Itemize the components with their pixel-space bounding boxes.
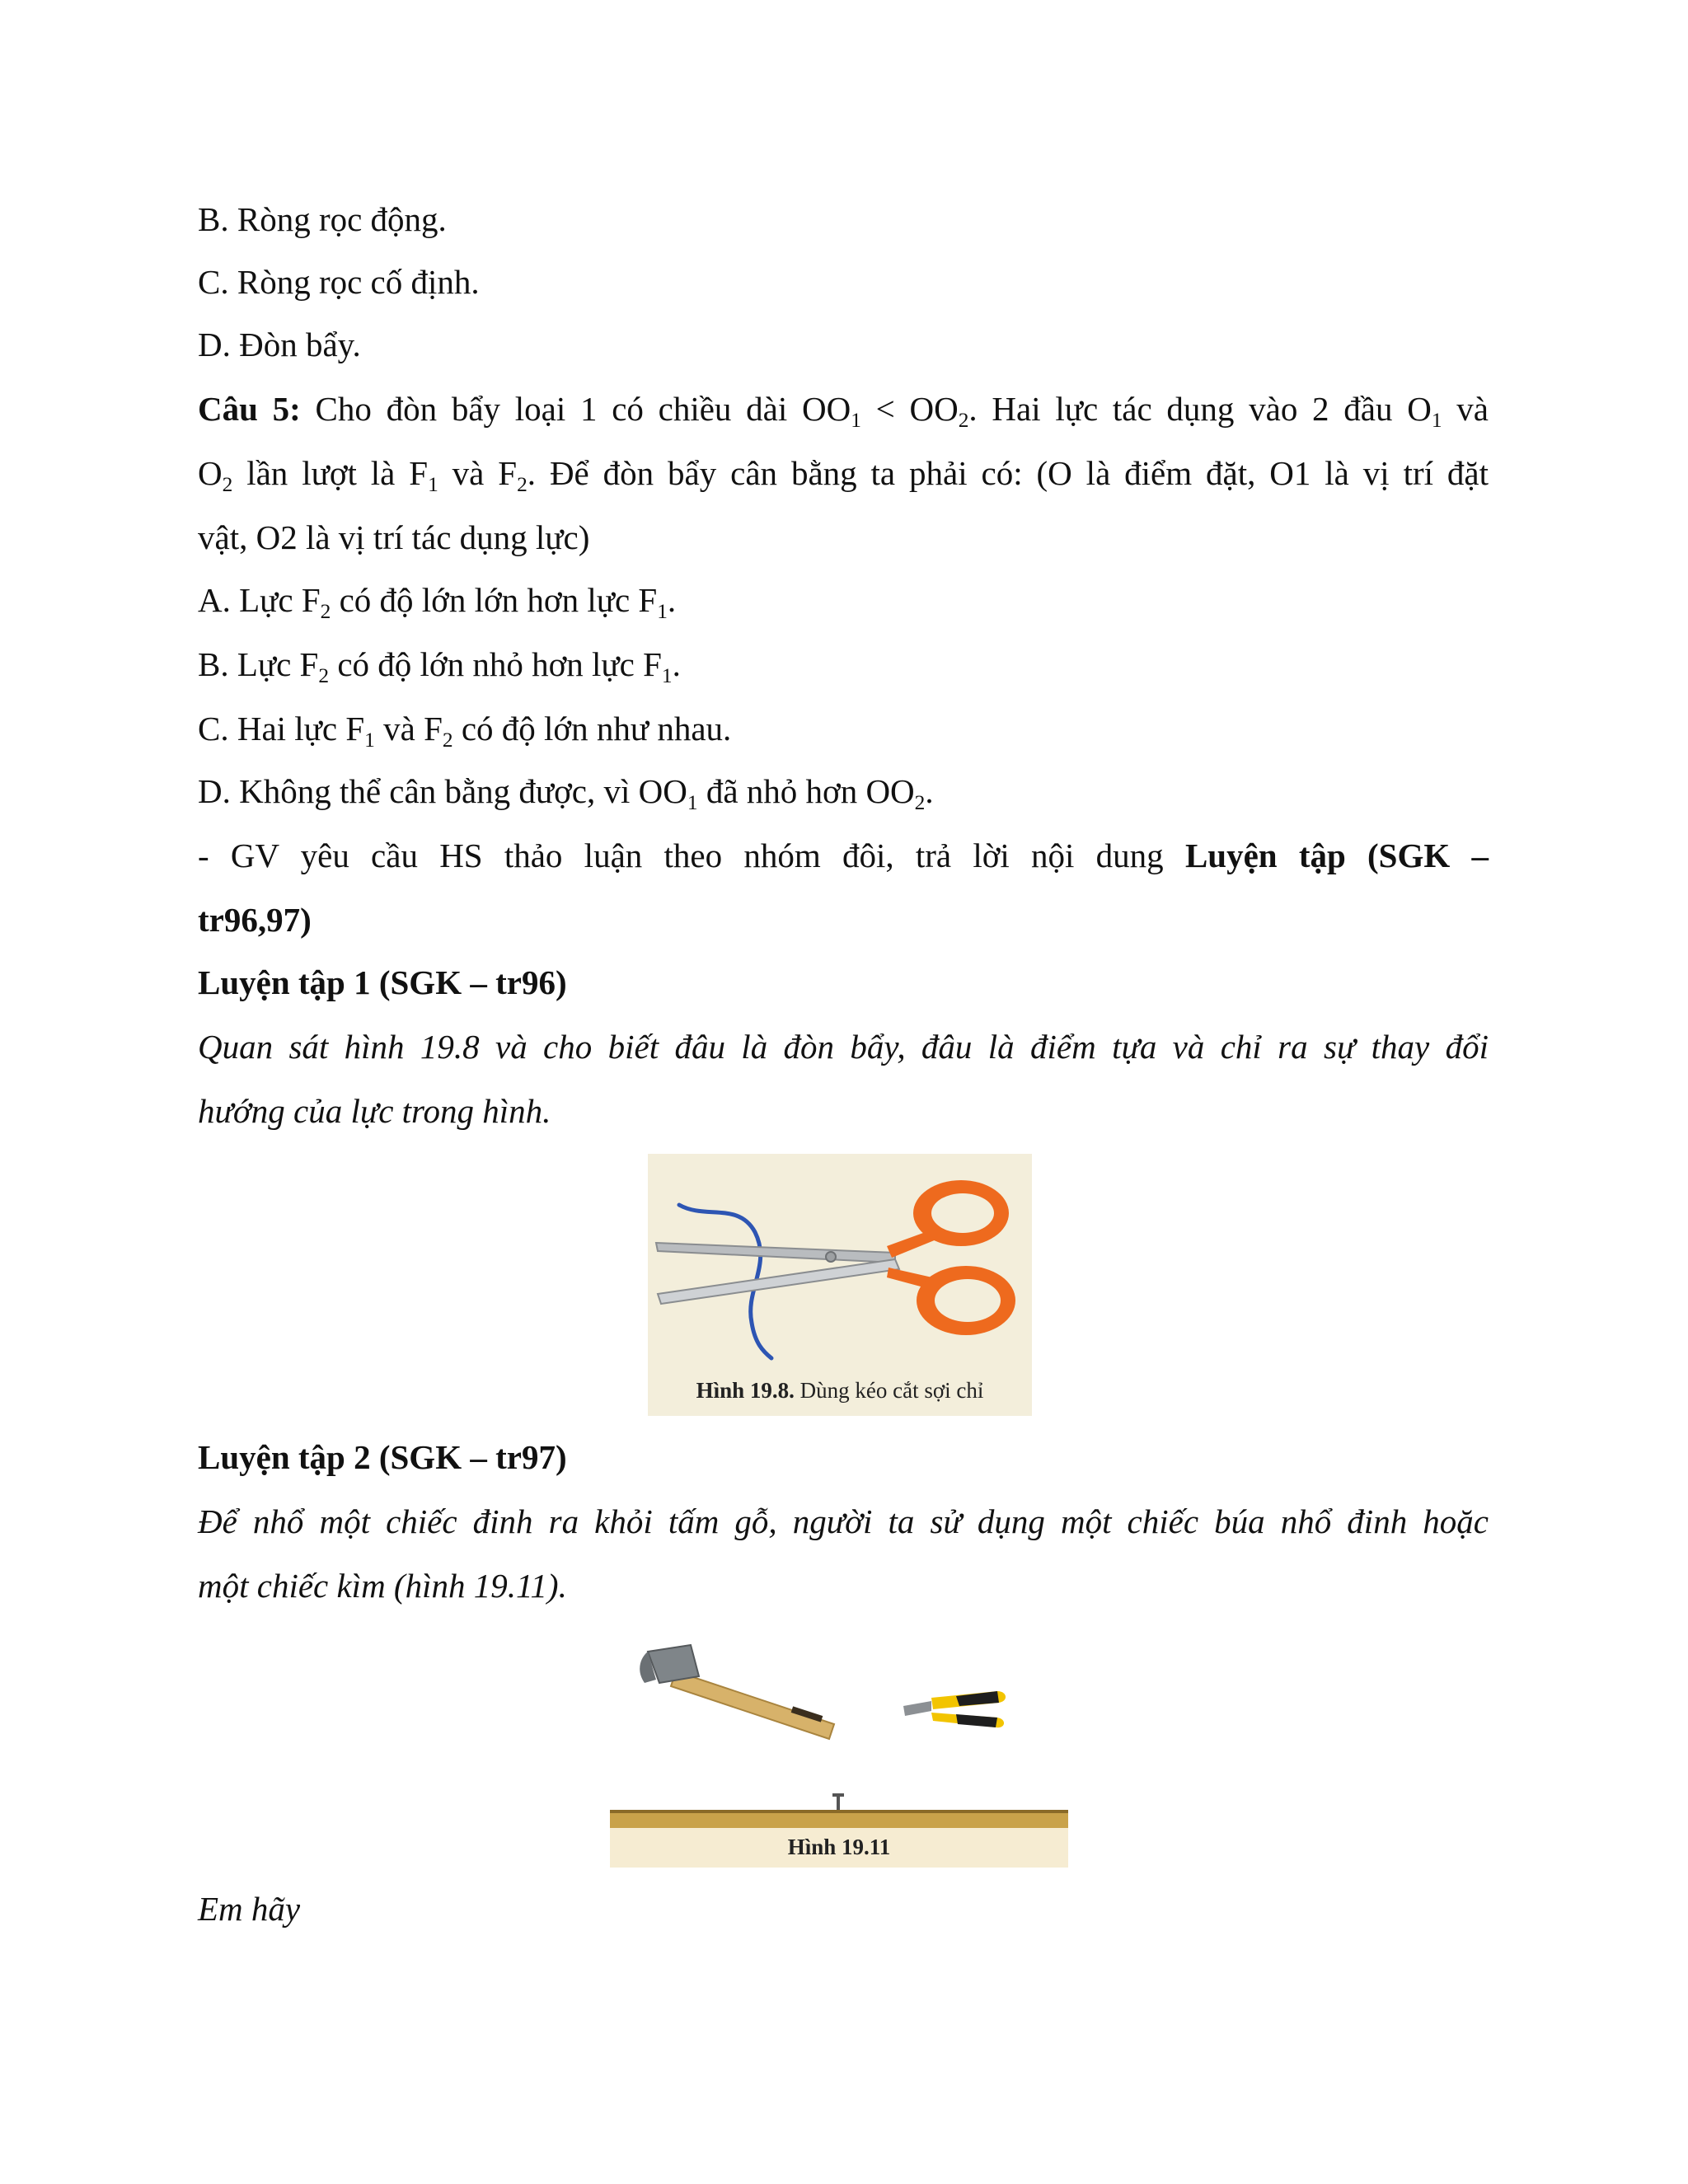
question-5-line-1: Câu 5: Cho đòn bẩy loại 1 có chiều dài $OO_1 < OO_2$. Hai lực tác dụng vào 2 đầu $O_1$ và xyxy=(198,390,1489,432)
closing-line: Em hãy xyxy=(198,1890,301,1928)
practice-1-line-2: hướng của lực trong hình. xyxy=(198,1092,551,1130)
practice-1-line-1: Quan sát hình 19.8 và cho biết đâu là đòn bẩy, đâu là điểm tựa và chỉ ra sự thay đổi xyxy=(198,1028,1489,1066)
practice-2-line-2: một chiếc kìm (hình 19.11). xyxy=(198,1567,567,1605)
question-5-label: Câu 5: xyxy=(198,390,301,428)
answer-d: D. Không thể cân bằng được, vì $OO_1$ đã nhỏ hơn $OO_2$. xyxy=(198,772,934,814)
answer-c: C. Hai lực $F_1$ và $F_2$ có độ lớn như nhau. xyxy=(198,710,732,752)
figure-19-8 xyxy=(648,1154,1032,1416)
figure-19-8-caption: Hình 19.8. Dùng kéo cắt sợi chỉ xyxy=(696,1378,984,1403)
answer-a: A. Lực $F_2$ có độ lớn lớn hơn lực $F_1$. xyxy=(198,581,677,623)
figure-19-11-caption: Hình 19.11 xyxy=(787,1835,891,1859)
teacher-instruction-line-2: tr96,97) xyxy=(198,901,312,939)
hammer-pliers-nail-illustration xyxy=(610,1632,1068,1868)
practice-2-heading: Luyện tập 2 (SGK – tr97) xyxy=(198,1438,567,1476)
scissors-cutting-thread-illustration xyxy=(648,1154,1032,1376)
figure-19-11 xyxy=(610,1632,1068,1868)
answer-b: B. Lực $F_2$ có độ lớn nhỏ hơn lực $F_1$. xyxy=(198,645,681,687)
option-c-line: C. Ròng rọc cố định. xyxy=(198,263,480,301)
practice-1-heading: Luyện tập 1 (SGK – tr96) xyxy=(198,963,567,1001)
question-5-line-3: vật, O2 là vị trí tác dụng lực) xyxy=(198,518,590,556)
question-5-line-2: $O_2$ lần lượt là $F_1$ và $F_2$. Để đòn bẩy cân bằng ta phải có: (O là điểm đặt, O1 là vị trí đặt xyxy=(198,454,1489,496)
option-d-line: D. Đòn bẩy. xyxy=(198,326,361,363)
practice-2-line-1: Để nhổ một chiếc đinh ra khỏi tấm gỗ, người ta sử dụng một chiếc búa nhổ đinh hoặc xyxy=(198,1502,1489,1540)
teacher-instruction-line-1: - GV yêu cầu HS thảo luận theo nhóm đôi, trả lời nội dung Luyện tập (SGK – xyxy=(198,837,1489,874)
option-b-line: B. Ròng rọc động. xyxy=(198,200,447,238)
